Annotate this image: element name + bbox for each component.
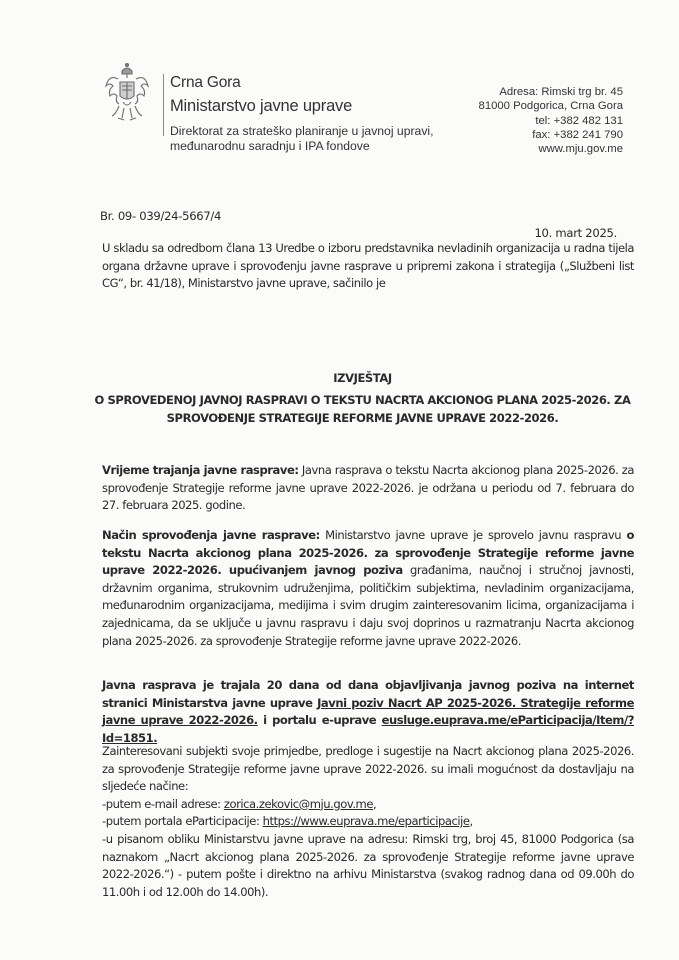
method-bold-text: o tekstu Nacrta akcionog plana 2025-2026. za sprovođenje Strategije reforme javne uprave 2022-2026. upućivanjem javnog poziva — [102, 528, 634, 578]
method-paragraph — [102, 527, 634, 650]
header-divider — [163, 74, 164, 136]
duration-text: Javna rasprava o tekstu Nacrta akcionog plana 2025-2026. za sprovođenje Strategije reforme javne uprave 2022-2026. je održana u periodu od 7. februara do 27. februara 2025. godine. — [102, 463, 634, 513]
country-name: Crna Gora — [170, 74, 241, 91]
ministry-address-block — [479, 85, 623, 156]
intro-paragraph: U skladu sa odredbom člana 13 Uredbe o izboru predstavnika nevladinih organizacija u radna tijela organa državne uprave i sprovođenju javne rasprave u pripremi zakona i strategija („Službeni list CG“, br. 41/18), Ministarstvo javne uprave, sačinilo je — [102, 241, 634, 291]
portal-suffix: , — [469, 814, 473, 829]
report-title: IZVJEŠTAJ — [333, 371, 392, 385]
eparticipation-portal-link[interactable]: https://www.euprava.me/eparticipacije — [262, 814, 470, 829]
length-text-1: Javna rasprava je trajala 20 dana od dana objavljivanja javnog poziva na internet stranici Ministarstva javne uprave — [102, 678, 634, 710]
reference-number: Br. 09- 039/24-5667/4 — [100, 209, 222, 223]
address-tel: tel: +382 482 131 — [535, 114, 623, 127]
email-link[interactable]: zorica.zekovic@mju.gov.me — [223, 796, 374, 811]
address-fax: fax: +382 241 790 — [532, 128, 623, 141]
email-prefix: -putem e-mail adrese: — [102, 796, 224, 811]
public-call-link[interactable]: Javni poziv Nacrt AP 2025-2026. Strategije reforme javne uprave 2022-2026. — [102, 695, 634, 728]
portal-prefix: -putem portala eParticipacije: — [102, 814, 263, 829]
submissions-intro: Zainteresovani subjekti svoje primjedbe, predloge i sugestije na Nacrt akcionog plana 2025-2026. za sprovođenje Strategije reforme javne uprave 2022-2026. su imali mogućnost da dostavljaju na sljedeće načine: — [102, 744, 634, 794]
address-website: www.mju.gov.me — [538, 143, 623, 156]
method-label: Način sprovođenja javne rasprave: — [102, 528, 320, 542]
report-subtitle-line-1: O SPROVEDENOJ JAVNOJ RASPRAVI O TEKSTU NACRTA AKCIONOG PLANA 2025-2026. ZA — [94, 393, 631, 407]
address-city: 81000 Podgorica, Crna Gora — [478, 100, 623, 113]
eparticipation-item-link[interactable]: eusluge.euprava.me/eParticipacija/Item/?Id=1851. — [102, 713, 634, 745]
method-text-2: građanima, naučnoj i stručnoj javnosti, državnim organima, strukovnim udruženjima, političkim subjektima, nevladinim organizacijama, međunarodnim organizacijama, medijima i svim drugim zainteresovanim licima, organizacijama i zajednicama, da se uključe u javnu raspravu i daju svoj doprinos u razmatranju Nacrta akcionog plana 2025-2026. za sprovođenje Strategije reforme javne uprave 2022-2026. — [102, 563, 634, 648]
submission-email-item — [102, 796, 634, 814]
duration-paragraph — [102, 462, 634, 515]
report-subtitle-line-2: SPROVOĐENJE STRATEGIJE REFORME JAVNE UPRAVE 2022-2026. — [166, 411, 559, 425]
directorate-line-1: Direktorat za strateško planiranje u javnoj upravi, — [170, 124, 434, 138]
length-text-2: i portalu e-uprave — [257, 713, 382, 728]
duration-label: Vrijeme trajanja javne rasprave: — [102, 463, 299, 477]
document-date: 10. mart 2025. — [534, 226, 617, 240]
directorate-name — [170, 124, 470, 154]
submission-written-item: -u pisanom obliku Ministarstvu javne uprave na adresu: Rimski trg, broj 45, 81000 Podgorica (sa naznakom „Nacrt akcionog plana 2025-2026. za sprovođenje Strategije reforme javne uprave 2022-2026.“) - putem pošte i direktno na arhivu Ministarstva (svakog radnog dana od 09.00h do 11.00h i od 12.00h do 14.00h). — [102, 831, 634, 899]
ministry-name: Ministarstvo javne uprave — [170, 97, 353, 115]
report-subtitle — [90, 391, 635, 427]
submissions-paragraph — [102, 743, 634, 901]
length-paragraph — [102, 677, 634, 747]
email-suffix: , — [373, 796, 377, 811]
submission-portal-item — [102, 813, 634, 831]
method-text-1: Ministarstvo javne uprave je sprovelo javnu raspravu — [319, 528, 627, 542]
montenegro-coat-of-arms-icon — [104, 62, 150, 124]
address-street: Adresa: Rimski trg br. 45 — [499, 86, 623, 98]
directorate-line-2: međunarodnu saradnju i IPA fondove — [170, 139, 370, 153]
